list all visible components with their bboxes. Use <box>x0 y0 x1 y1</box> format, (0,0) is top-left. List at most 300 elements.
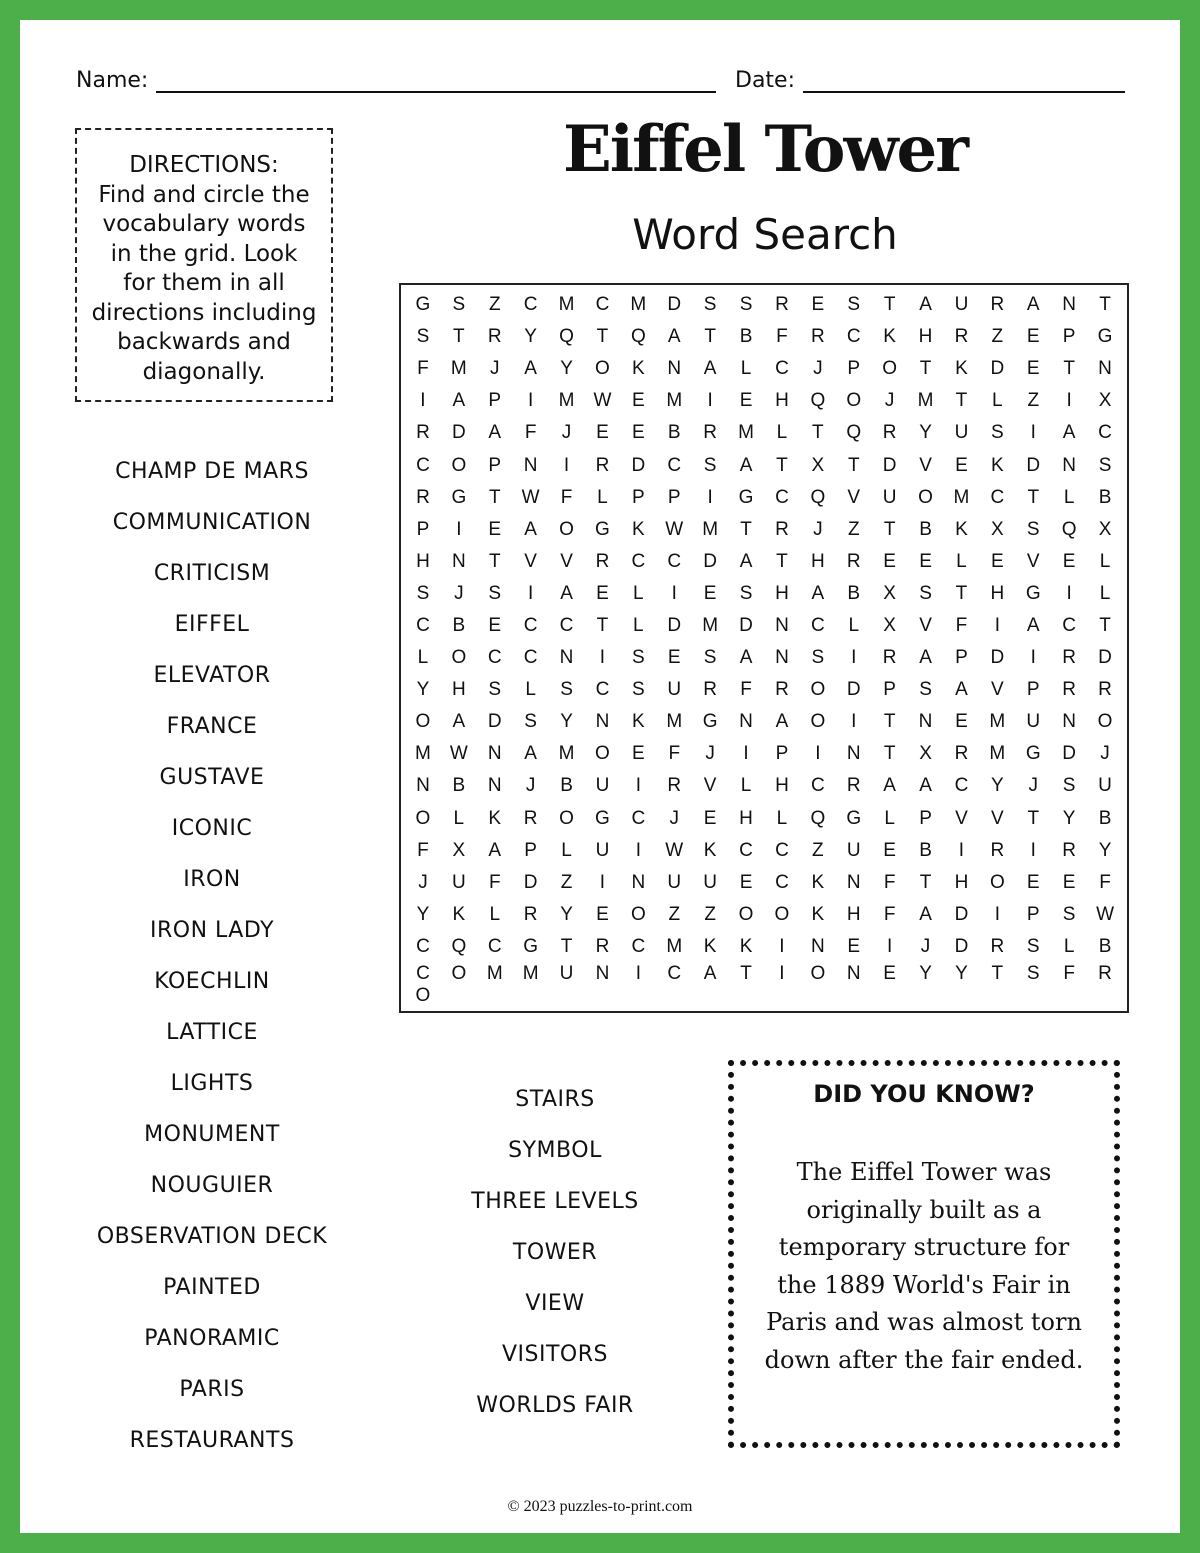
grid-cell[interactable]: I <box>1066 390 1072 412</box>
grid-cell[interactable]: P <box>1026 903 1040 925</box>
grid-cell[interactable]: L <box>489 903 501 925</box>
grid-cell[interactable]: J <box>1028 775 1038 797</box>
grid-cell[interactable]: R <box>882 422 897 444</box>
grid-cell[interactable]: J <box>525 775 536 797</box>
grid-cell[interactable]: K <box>991 454 1004 476</box>
grid-cell[interactable]: L <box>1063 486 1075 508</box>
grid-cell[interactable]: G <box>1097 326 1113 348</box>
grid-cell[interactable]: E <box>632 422 645 444</box>
grid-cell[interactable]: B <box>739 326 753 348</box>
grid-cell[interactable]: S <box>739 294 753 316</box>
grid-cell[interactable]: E <box>632 390 645 412</box>
grid-cell[interactable]: C <box>631 550 646 572</box>
grid-cell[interactable]: E <box>1026 358 1040 380</box>
grid-cell[interactable]: K <box>955 518 968 540</box>
grid-cell[interactable]: G <box>523 935 539 957</box>
grid-cell[interactable]: C <box>1062 614 1076 636</box>
grid-cell[interactable]: H <box>451 679 466 701</box>
grid-cell[interactable]: Z <box>704 903 716 925</box>
grid-cell[interactable]: L <box>1099 582 1111 604</box>
grid-cell[interactable]: U <box>667 679 682 701</box>
grid-cell[interactable]: V <box>919 454 932 476</box>
grid-cell[interactable]: U <box>846 839 861 861</box>
grid-cell[interactable]: T <box>919 358 932 380</box>
grid-cell[interactable]: E <box>632 743 645 765</box>
grid-cell[interactable]: A <box>775 711 789 733</box>
grid-cell[interactable]: R <box>775 294 789 316</box>
grid-cell[interactable]: E <box>596 582 609 604</box>
grid-cell[interactable]: M <box>989 743 1006 765</box>
grid-cell[interactable]: Q <box>630 326 646 348</box>
grid-cell[interactable]: E <box>883 550 896 572</box>
grid-cell[interactable]: P <box>775 743 789 765</box>
grid-cell[interactable]: V <box>560 550 573 572</box>
grid-cell[interactable]: E <box>703 807 717 829</box>
grid-cell[interactable]: A <box>488 839 502 861</box>
grid-cell[interactable]: F <box>776 326 788 348</box>
grid-cell[interactable]: A <box>739 647 753 669</box>
grid-cell[interactable]: O <box>882 358 898 380</box>
grid-cell[interactable]: B <box>919 839 932 861</box>
grid-cell[interactable]: R <box>846 775 861 797</box>
grid-cell[interactable]: D <box>954 935 969 957</box>
grid-cell[interactable]: V <box>991 807 1004 829</box>
grid-cell[interactable]: J <box>1100 743 1110 765</box>
grid-cell[interactable]: M <box>917 390 934 412</box>
grid-cell[interactable]: I <box>994 614 1000 636</box>
grid-cell[interactable]: Y <box>560 711 573 733</box>
grid-cell[interactable]: T <box>776 454 788 476</box>
grid-cell[interactable]: U <box>667 871 682 893</box>
grid-cell[interactable]: Y <box>524 326 537 348</box>
grid-cell[interactable]: C <box>631 935 646 957</box>
grid-cell[interactable]: E <box>739 871 753 893</box>
grid-cell[interactable]: F <box>883 871 896 893</box>
grid-cell[interactable]: T <box>596 326 609 348</box>
grid-cell[interactable]: F <box>740 679 752 701</box>
grid-cell[interactable]: T <box>1099 614 1111 636</box>
grid-cell[interactable]: T <box>488 486 501 508</box>
grid-cell[interactable]: M <box>558 294 575 316</box>
grid-cell[interactable]: R <box>990 935 1005 957</box>
grid-cell[interactable]: H <box>775 775 789 797</box>
grid-cell[interactable]: Y <box>1098 839 1112 861</box>
grid-cell[interactable]: L <box>633 614 644 636</box>
grid-cell[interactable]: R <box>1062 647 1076 669</box>
grid-cell[interactable]: U <box>954 422 969 444</box>
grid-cell[interactable]: P <box>883 679 896 701</box>
grid-cell[interactable]: T <box>883 743 896 765</box>
grid-cell[interactable]: O <box>595 358 610 380</box>
grid-cell[interactable]: M <box>953 486 970 508</box>
grid-cell[interactable]: Y <box>1062 807 1076 829</box>
grid-cell[interactable]: M <box>558 390 575 412</box>
grid-cell[interactable]: I <box>958 839 965 861</box>
grid-cell[interactable]: M <box>486 962 503 984</box>
grid-cell[interactable]: W <box>665 839 684 861</box>
grid-cell[interactable]: I <box>1030 422 1036 444</box>
grid-cell[interactable]: S <box>632 647 645 669</box>
grid-cell[interactable]: W <box>521 486 540 508</box>
grid-cell[interactable]: I <box>456 518 462 540</box>
grid-cell[interactable]: A <box>919 903 932 925</box>
grid-cell[interactable]: W <box>593 390 612 412</box>
grid-cell[interactable]: C <box>487 647 502 669</box>
grid-cell[interactable]: U <box>703 871 717 893</box>
grid-cell[interactable]: N <box>487 743 502 765</box>
grid-cell[interactable]: O <box>559 518 574 540</box>
grid-cell[interactable]: E <box>488 518 502 540</box>
grid-cell[interactable]: X <box>811 454 825 476</box>
grid-cell[interactable]: S <box>488 679 502 701</box>
grid-cell[interactable]: N <box>631 871 646 893</box>
grid-cell[interactable]: O <box>451 647 467 669</box>
grid-cell[interactable]: Y <box>416 903 430 925</box>
grid-cell[interactable]: X <box>1098 390 1112 412</box>
grid-cell[interactable]: N <box>1098 358 1112 380</box>
grid-cell[interactable]: N <box>559 647 574 669</box>
grid-cell[interactable]: O <box>415 807 431 829</box>
grid-cell[interactable]: L <box>740 358 752 380</box>
grid-cell[interactable]: P <box>1062 326 1076 348</box>
grid-cell[interactable]: O <box>738 903 754 925</box>
grid-cell[interactable]: U <box>595 775 610 797</box>
grid-cell[interactable]: Z <box>1027 390 1040 412</box>
grid-cell[interactable]: Q <box>846 422 862 444</box>
grid-cell[interactable]: S <box>991 422 1004 444</box>
grid-cell[interactable]: R <box>1062 679 1076 701</box>
grid-cell[interactable]: B <box>919 518 932 540</box>
grid-cell[interactable]: H <box>416 550 430 572</box>
grid-cell[interactable]: R <box>595 935 610 957</box>
grid-cell[interactable]: K <box>883 326 896 348</box>
grid-cell[interactable]: N <box>667 358 682 380</box>
grid-cell[interactable]: R <box>523 807 538 829</box>
grid-cell[interactable]: Q <box>810 807 826 829</box>
grid-cell[interactable]: N <box>739 711 753 733</box>
grid-cell[interactable]: J <box>561 422 572 444</box>
grid-cell[interactable]: R <box>954 326 969 348</box>
grid-cell[interactable]: I <box>528 390 534 412</box>
grid-cell[interactable]: R <box>1098 962 1112 984</box>
grid-cell[interactable]: I <box>815 743 821 765</box>
grid-cell[interactable]: R <box>703 679 717 701</box>
grid-cell[interactable]: S <box>524 711 537 733</box>
grid-cell[interactable]: O <box>810 711 826 733</box>
grid-cell[interactable]: V <box>991 679 1004 701</box>
grid-cell[interactable]: A <box>1062 422 1076 444</box>
grid-cell[interactable]: H <box>775 390 789 412</box>
grid-cell[interactable]: U <box>595 839 610 861</box>
grid-cell[interactable]: A <box>919 775 932 797</box>
grid-cell[interactable]: E <box>1026 871 1040 893</box>
grid-cell[interactable]: S <box>703 647 717 669</box>
grid-cell[interactable]: S <box>1098 454 1112 476</box>
grid-cell[interactable]: S <box>632 679 645 701</box>
grid-cell[interactable]: D <box>990 358 1005 380</box>
grid-cell[interactable]: G <box>1025 582 1041 604</box>
grid-cell[interactable]: L <box>633 582 644 604</box>
grid-cell[interactable]: P <box>524 839 537 861</box>
grid-cell[interactable]: N <box>846 743 861 765</box>
grid-cell[interactable]: Y <box>560 358 573 380</box>
grid-cell[interactable]: S <box>919 582 932 604</box>
grid-cell[interactable]: P <box>1026 679 1040 701</box>
grid-cell[interactable]: G <box>595 807 610 829</box>
grid-cell[interactable]: Q <box>559 326 574 348</box>
grid-cell[interactable]: D <box>487 711 502 733</box>
grid-cell[interactable]: O <box>415 711 431 733</box>
grid-cell[interactable]: E <box>667 647 681 669</box>
grid-cell[interactable]: S <box>811 647 825 669</box>
grid-cell[interactable]: M <box>702 614 719 636</box>
grid-cell[interactable]: A <box>1026 614 1040 636</box>
grid-cell[interactable]: F <box>668 743 681 765</box>
grid-cell[interactable]: B <box>560 775 573 797</box>
grid-cell[interactable]: U <box>954 294 969 316</box>
name-input-line[interactable] <box>156 69 716 93</box>
grid-cell[interactable]: E <box>1062 871 1076 893</box>
grid-cell[interactable]: E <box>1062 550 1076 572</box>
grid-cell[interactable]: N <box>451 550 466 572</box>
grid-cell[interactable]: I <box>420 390 426 412</box>
grid-cell[interactable]: J <box>489 358 500 380</box>
grid-cell[interactable]: A <box>452 711 466 733</box>
grid-cell[interactable]: A <box>703 358 717 380</box>
grid-cell[interactable]: O <box>415 984 431 1006</box>
grid-cell[interactable]: O <box>918 486 933 508</box>
grid-cell[interactable]: P <box>488 454 502 476</box>
grid-cell[interactable]: S <box>703 454 717 476</box>
grid-cell[interactable]: T <box>1027 807 1040 829</box>
grid-cell[interactable]: O <box>846 390 862 412</box>
grid-cell[interactable]: C <box>595 679 610 701</box>
grid-cell[interactable]: J <box>454 582 464 604</box>
grid-cell[interactable]: I <box>599 647 606 669</box>
grid-cell[interactable]: D <box>1026 454 1041 476</box>
grid-cell[interactable]: T <box>1027 486 1040 508</box>
grid-cell[interactable]: P <box>416 518 430 540</box>
grid-cell[interactable]: L <box>956 550 967 572</box>
grid-cell[interactable]: A <box>883 775 896 797</box>
grid-cell[interactable]: A <box>524 358 537 380</box>
grid-cell[interactable]: A <box>703 962 717 984</box>
grid-cell[interactable]: H <box>775 582 789 604</box>
grid-cell[interactable]: C <box>523 647 538 669</box>
grid-cell[interactable]: G <box>595 518 610 540</box>
grid-cell[interactable]: M <box>630 294 647 316</box>
grid-cell[interactable]: A <box>739 550 753 572</box>
grid-cell[interactable]: D <box>882 454 897 476</box>
grid-cell[interactable]: U <box>1026 711 1041 733</box>
grid-cell[interactable]: K <box>632 711 645 733</box>
grid-cell[interactable]: J <box>920 935 931 957</box>
grid-cell[interactable]: T <box>1099 294 1111 316</box>
grid-cell[interactable]: A <box>524 518 537 540</box>
grid-cell[interactable]: N <box>918 711 933 733</box>
grid-cell[interactable]: R <box>703 422 717 444</box>
grid-cell[interactable]: O <box>810 679 826 701</box>
grid-cell[interactable]: E <box>1026 326 1040 348</box>
grid-cell[interactable]: X <box>919 743 932 765</box>
grid-cell[interactable]: M <box>702 518 719 540</box>
grid-cell[interactable]: O <box>989 871 1005 893</box>
grid-cell[interactable]: Q <box>451 935 467 957</box>
grid-cell[interactable]: C <box>595 294 610 316</box>
grid-cell[interactable]: Z <box>991 326 1004 348</box>
grid-cell[interactable]: N <box>846 962 861 984</box>
grid-cell[interactable]: C <box>990 486 1005 508</box>
grid-cell[interactable]: J <box>705 743 715 765</box>
grid-cell[interactable]: K <box>739 935 753 957</box>
grid-cell[interactable]: Y <box>919 962 932 984</box>
grid-cell[interactable]: E <box>847 935 861 957</box>
grid-cell[interactable]: I <box>599 871 606 893</box>
word-search-grid[interactable] <box>399 283 1129 1013</box>
grid-cell[interactable]: Y <box>560 903 573 925</box>
grid-cell[interactable]: G <box>702 711 718 733</box>
grid-cell[interactable]: X <box>1098 518 1112 540</box>
grid-cell[interactable]: I <box>779 935 785 957</box>
grid-cell[interactable]: M <box>450 358 467 380</box>
grid-cell[interactable]: U <box>451 871 466 893</box>
grid-cell[interactable]: F <box>524 422 537 444</box>
grid-cell[interactable]: K <box>703 839 717 861</box>
grid-cell[interactable]: H <box>739 807 753 829</box>
grid-cell[interactable]: I <box>707 486 713 508</box>
grid-cell[interactable]: K <box>703 935 717 957</box>
grid-cell[interactable]: L <box>1099 550 1111 572</box>
grid-cell[interactable]: Y <box>955 962 968 984</box>
grid-cell[interactable]: N <box>595 962 610 984</box>
grid-cell[interactable]: G <box>451 486 467 508</box>
grid-cell[interactable]: D <box>1062 743 1076 765</box>
grid-cell[interactable]: M <box>415 743 431 765</box>
grid-cell[interactable]: T <box>488 550 501 572</box>
grid-cell[interactable]: Z <box>812 839 824 861</box>
grid-cell[interactable]: S <box>452 294 466 316</box>
grid-cell[interactable]: N <box>523 454 538 476</box>
grid-cell[interactable]: T <box>1063 358 1075 380</box>
grid-cell[interactable]: J <box>884 390 895 412</box>
grid-cell[interactable]: D <box>990 647 1005 669</box>
grid-cell[interactable]: R <box>882 647 897 669</box>
grid-cell[interactable]: I <box>1030 647 1036 669</box>
grid-cell[interactable]: J <box>418 871 428 893</box>
grid-cell[interactable]: O <box>559 807 574 829</box>
grid-cell[interactable]: R <box>595 550 610 572</box>
grid-cell[interactable]: C <box>810 614 825 636</box>
grid-cell[interactable]: Z <box>488 294 501 316</box>
grid-cell[interactable]: C <box>487 935 502 957</box>
grid-cell[interactable]: F <box>883 903 896 925</box>
grid-cell[interactable]: D <box>1098 647 1112 669</box>
grid-cell[interactable]: I <box>1030 839 1036 861</box>
grid-cell[interactable]: T <box>740 518 752 540</box>
grid-cell[interactable]: T <box>883 711 896 733</box>
grid-cell[interactable]: O <box>451 454 467 476</box>
grid-cell[interactable]: I <box>1066 582 1072 604</box>
grid-cell[interactable]: Y <box>991 775 1004 797</box>
grid-cell[interactable]: C <box>810 775 825 797</box>
grid-cell[interactable]: M <box>522 962 539 984</box>
grid-cell[interactable]: Y <box>416 679 430 701</box>
grid-cell[interactable]: R <box>1098 679 1112 701</box>
grid-cell[interactable]: R <box>990 839 1005 861</box>
grid-cell[interactable]: L <box>525 679 536 701</box>
grid-cell[interactable]: E <box>883 839 896 861</box>
grid-cell[interactable]: H <box>918 326 933 348</box>
grid-cell[interactable]: B <box>1098 486 1112 508</box>
date-input-line[interactable] <box>803 69 1125 93</box>
grid-cell[interactable]: B <box>1098 807 1112 829</box>
grid-cell[interactable]: S <box>739 582 753 604</box>
grid-cell[interactable]: A <box>811 582 825 604</box>
grid-cell[interactable]: A <box>739 454 753 476</box>
grid-cell[interactable]: K <box>632 358 645 380</box>
grid-cell[interactable]: C <box>631 807 646 829</box>
grid-cell[interactable]: T <box>812 422 824 444</box>
grid-cell[interactable]: I <box>563 454 570 476</box>
grid-cell[interactable]: P <box>488 390 502 412</box>
grid-cell[interactable]: R <box>416 422 430 444</box>
grid-cell[interactable]: O <box>810 962 826 984</box>
grid-cell[interactable]: F <box>417 358 429 380</box>
grid-cell[interactable]: C <box>739 839 753 861</box>
grid-cell[interactable]: U <box>882 486 897 508</box>
grid-cell[interactable]: W <box>665 518 684 540</box>
grid-cell[interactable]: R <box>595 454 610 476</box>
grid-cell[interactable]: T <box>740 962 752 984</box>
grid-cell[interactable]: S <box>416 582 430 604</box>
grid-cell[interactable]: E <box>811 294 825 316</box>
grid-cell[interactable]: I <box>743 743 749 765</box>
grid-cell[interactable]: J <box>813 358 823 380</box>
grid-cell[interactable]: B <box>847 582 861 604</box>
grid-cell[interactable]: C <box>523 614 538 636</box>
grid-cell[interactable]: S <box>919 679 932 701</box>
grid-cell[interactable]: I <box>887 935 893 957</box>
grid-cell[interactable]: N <box>1062 454 1076 476</box>
grid-cell[interactable]: A <box>1026 294 1040 316</box>
grid-cell[interactable]: H <box>990 582 1005 604</box>
grid-cell[interactable]: L <box>597 486 608 508</box>
grid-cell[interactable]: F <box>1099 871 1111 893</box>
grid-cell[interactable]: X <box>452 839 466 861</box>
grid-cell[interactable]: Z <box>847 518 860 540</box>
grid-cell[interactable]: D <box>631 454 646 476</box>
grid-cell[interactable]: B <box>1098 935 1112 957</box>
grid-cell[interactable]: V <box>524 550 537 572</box>
grid-cell[interactable]: F <box>488 871 501 893</box>
grid-cell[interactable]: P <box>667 486 681 508</box>
grid-cell[interactable]: O <box>774 903 790 925</box>
grid-cell[interactable]: R <box>416 486 430 508</box>
grid-cell[interactable]: A <box>560 582 573 604</box>
grid-cell[interactable]: M <box>558 743 575 765</box>
grid-cell[interactable]: R <box>990 294 1005 316</box>
grid-cell[interactable]: M <box>666 390 683 412</box>
grid-cell[interactable]: V <box>847 486 861 508</box>
grid-cell[interactable]: C <box>559 614 574 636</box>
grid-cell[interactable]: O <box>451 962 467 984</box>
grid-cell[interactable]: I <box>528 582 534 604</box>
grid-cell[interactable]: R <box>523 903 538 925</box>
grid-cell[interactable]: T <box>704 326 716 348</box>
grid-cell[interactable]: C <box>416 614 430 636</box>
grid-cell[interactable]: A <box>488 422 502 444</box>
grid-cell[interactable]: T <box>955 582 968 604</box>
